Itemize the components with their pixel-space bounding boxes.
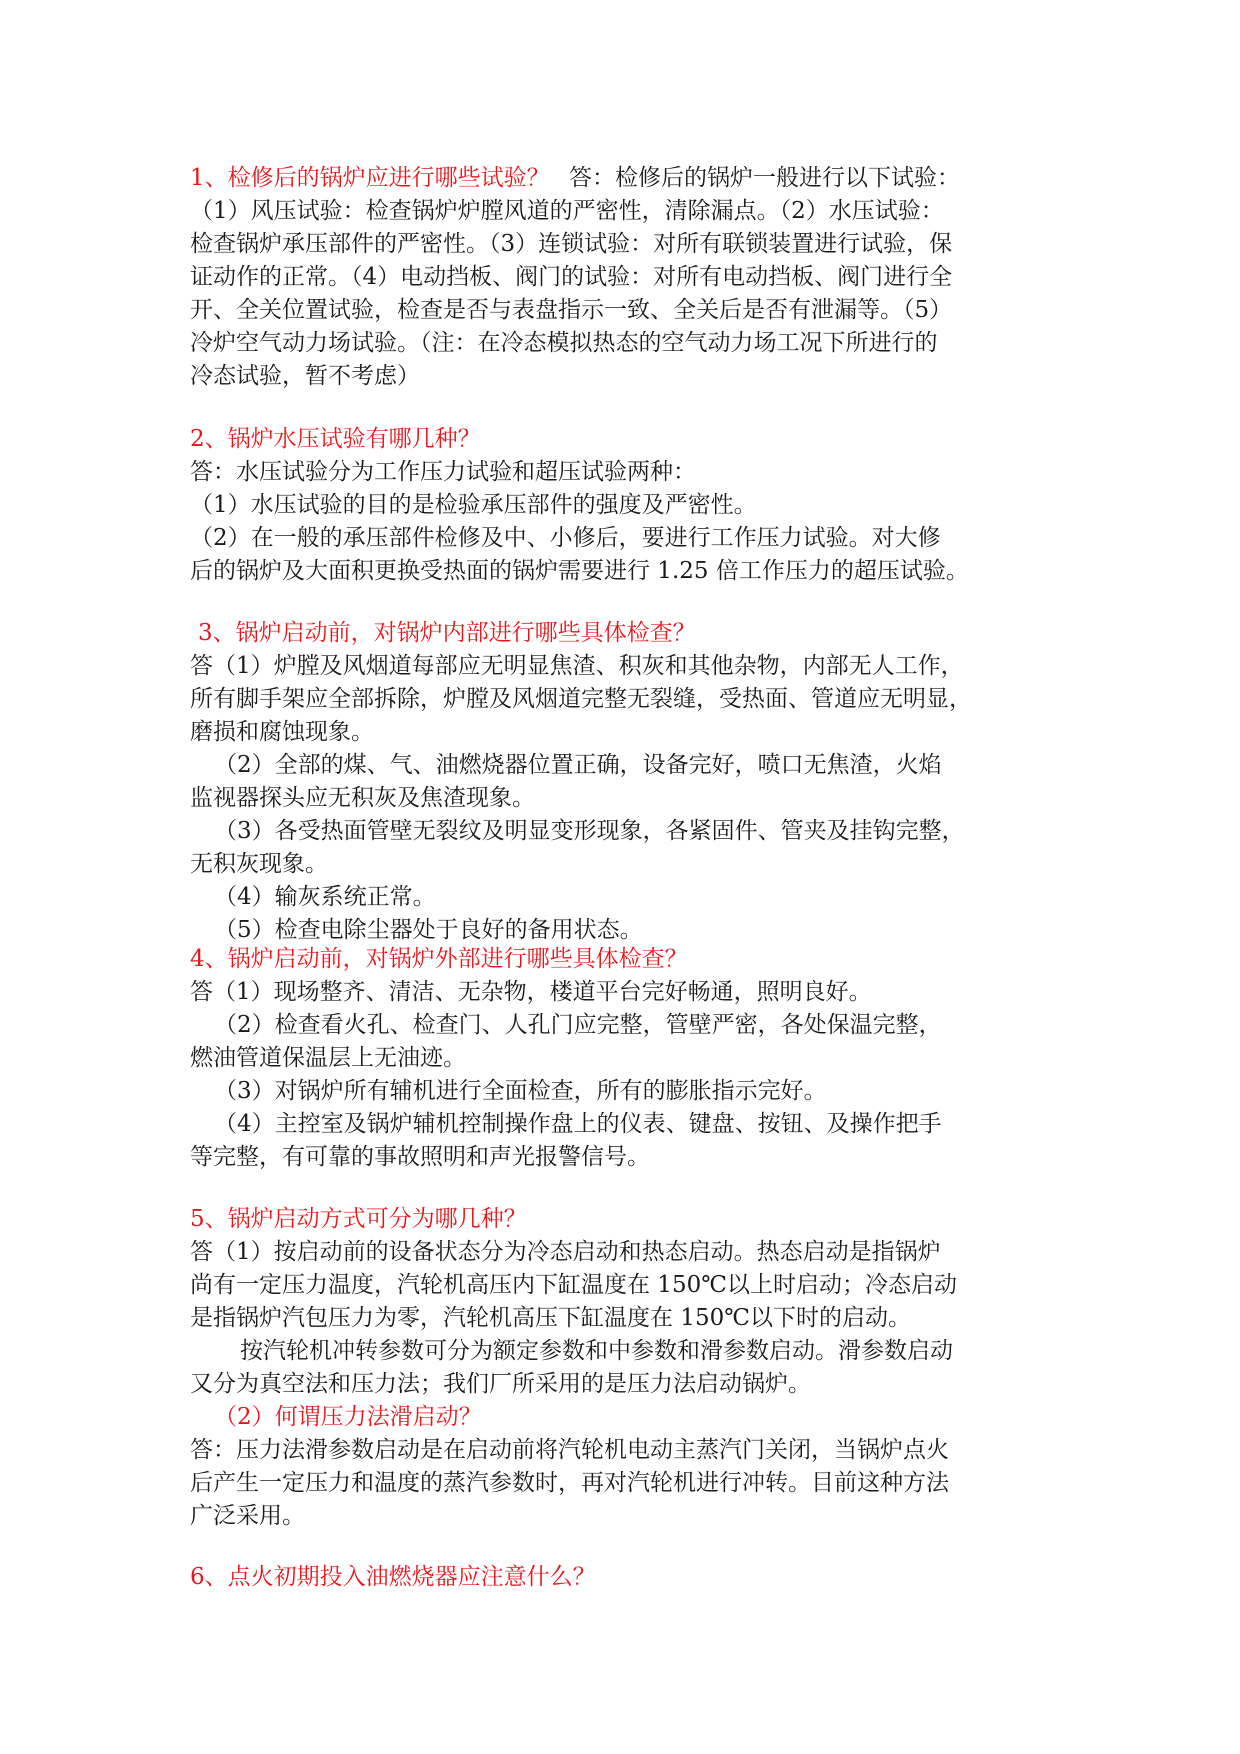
- answer-line: 尚有一定压力温度，汽轮机高压内下缸温度在 150℃以上时启动；冷态启动: [190, 1272, 957, 1298]
- answer-line: 后的锅炉及大面积更换受热面的锅炉需要进行 1.25 倍工作压力的超压试验。: [190, 558, 969, 584]
- answer-line: 答（1）按启动前的设备状态分为冷态启动和热态启动。热态启动是指锅炉: [190, 1239, 941, 1265]
- answer-line: （2）全部的煤、气、油燃烧器位置正确，设备完好，喷口无焦渣，火焰: [214, 752, 942, 778]
- answer-line: 监视器探头应无积灰及焦渣现象。: [190, 785, 535, 811]
- answer-line: 答（1）现场整齐、清洁、无杂物，楼道平台完好畅通，照明良好。: [190, 979, 872, 1005]
- answer-line: 答（1）炉膛及风烟道每部应无明显焦渣、积灰和其他杂物，内部无人工作，: [190, 653, 964, 679]
- answer-line: 证动作的正常。（4）电动挡板、阀门的试验：对所有电动挡板、阀门进行全: [190, 264, 953, 290]
- question-5-title: 5、锅炉启动方式可分为哪几种？: [190, 1206, 527, 1232]
- answer-line: 答：检修后的锅炉一般进行以下试验：: [569, 165, 960, 191]
- question-6-title: 6、点火初期投入油燃烧器应注意什么？: [190, 1564, 596, 1590]
- answer-line: （2）检查看火孔、检查门、人孔门应完整，管壁严密，各处保温完整，: [214, 1012, 942, 1038]
- answer-line: 广泛采用。: [190, 1503, 305, 1529]
- question-5-sub-title: （2）何谓压力法滑启动？: [214, 1404, 482, 1430]
- answer-line: （5）检查电除尘器处于良好的备用状态。: [214, 917, 643, 943]
- answer-line: 无积灰现象。: [190, 851, 328, 877]
- answer-line: 是指锅炉汽包压力为零，汽轮机高压下缸温度在 150℃以下时的启动。: [190, 1305, 911, 1331]
- answer-line: （1）水压试验的目的是检验承压部件的强度及严密性。: [190, 492, 757, 518]
- answer-line: 等完整，有可靠的事故照明和声光报警信号。: [190, 1144, 650, 1170]
- answer-line: 磨损和腐蚀现象。: [190, 719, 374, 745]
- question-1-title: 1、检修后的锅炉应进行哪些试验？: [190, 165, 550, 191]
- answer-line: （3）各受热面管壁无裂纹及明显变形现象，各紧固件、管夹及挂钩完整，: [214, 818, 965, 844]
- answer-line: 冷态试验，暂不考虑）: [190, 363, 420, 389]
- answer-line: 检查锅炉承压部件的严密性。（3）连锁试验：对所有联锁装置进行试验，保: [190, 231, 953, 257]
- answer-line: （4）主控室及锅炉辅机控制操作盘上的仪表、键盘、按钮、及操作把手: [214, 1111, 942, 1137]
- answer-line: （1）风压试验：检查锅炉炉膛风道的严密性，清除漏点。（2）水压试验：: [190, 198, 944, 224]
- answer-line: （3）对锅炉所有辅机进行全面检查，所有的膨胀指示完好。: [214, 1078, 827, 1104]
- answer-line: 后产生一定压力和温度的蒸汽参数时，再对汽轮机进行冲转。目前这种方法: [190, 1470, 949, 1496]
- answer-line: 开、全关位置试验，检查是否与表盘指示一致、全关后是否有泄漏等。（5）: [190, 297, 953, 323]
- question-3-title: 3、锅炉启动前，对锅炉内部进行哪些具体检查？: [198, 620, 696, 646]
- answer-line: （4）输灰系统正常。: [214, 884, 436, 910]
- answer-line: 答：压力法滑参数启动是在启动前将汽轮机电动主蒸汽门关闭，当锅炉点火: [190, 1437, 949, 1463]
- question-2-title: 2、锅炉水压试验有哪几种？: [190, 426, 481, 452]
- answer-line: 燃油管道保温层上无油迹。: [190, 1045, 466, 1071]
- answer-line: 按汽轮机冲转参数可分为额定参数和中参数和滑参数启动。滑参数启动: [240, 1338, 953, 1364]
- answer-line: 冷炉空气动力场试验。（注：在冷态模拟热态的空气动力场工况下所进行的: [190, 330, 938, 356]
- answer-line: （2）在一般的承压部件检修及中、小修后，要进行工作压力试验。对大修: [190, 525, 941, 551]
- answer-line: 答：水压试验分为工作压力试验和超压试验两种：: [190, 459, 696, 485]
- answer-line: 又分为真空法和压力法；我们厂所采用的是压力法启动锅炉。: [190, 1371, 811, 1397]
- answer-line: 所有脚手架应全部拆除，炉膛及风烟道完整无裂缝，受热面、管道应无明显，: [190, 686, 972, 712]
- question-4-title: 4、锅炉启动前，对锅炉外部进行哪些具体检查？: [190, 946, 688, 972]
